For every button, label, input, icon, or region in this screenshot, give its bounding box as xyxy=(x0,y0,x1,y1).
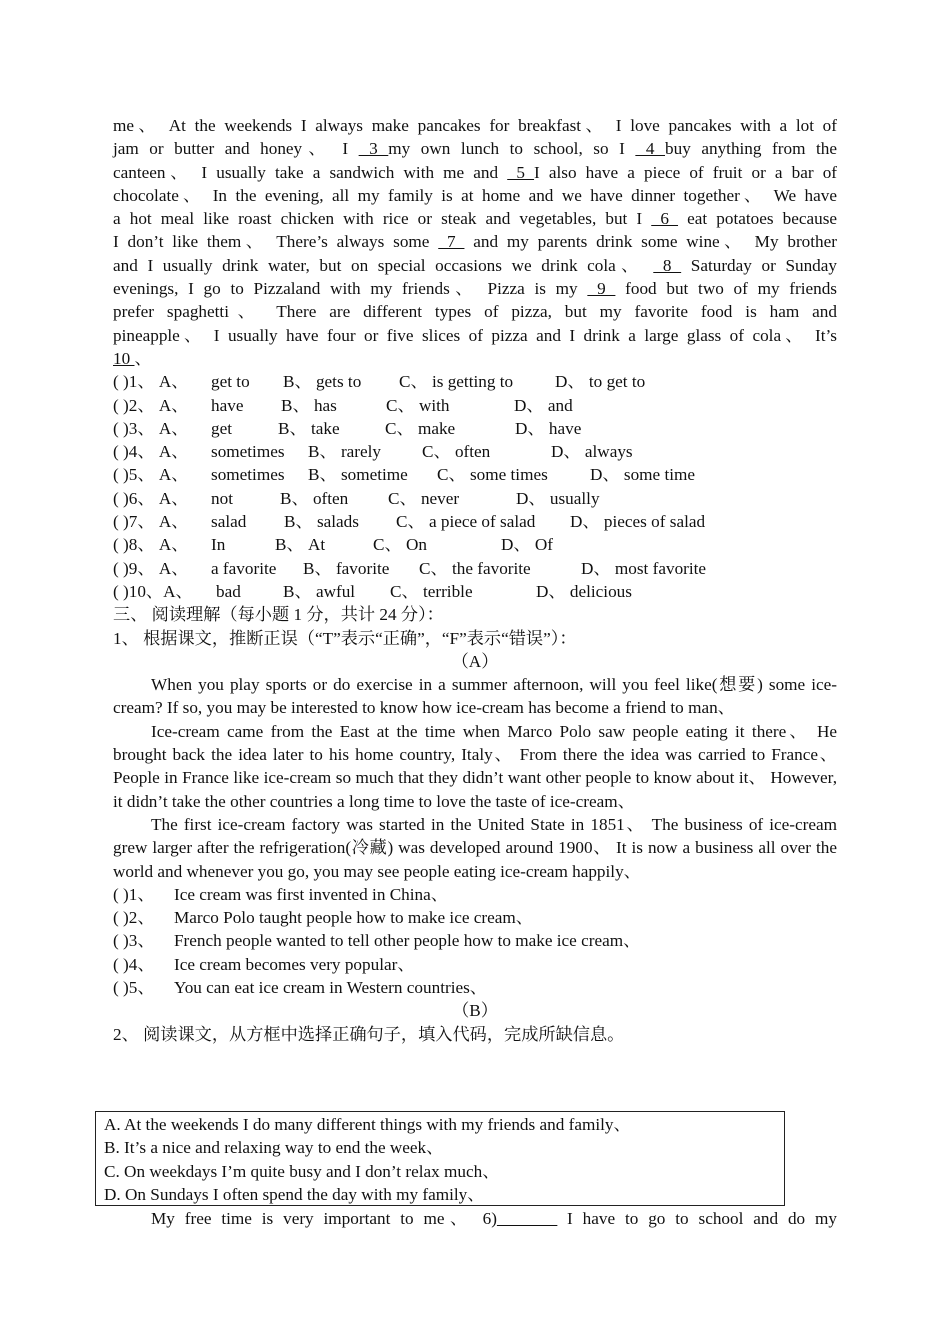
reading-paragraph: Ice-cream came from the East at the time when Marco Polo saw people eating it there、 He brought back the idea later to his home country, Italy、 From there the idea was carried to France、 People in France like ice-cream so much that they didn’t want other people to know about it、 However, it didn’t take the other countries a long time to love the taste of ice-cream、 xyxy=(113,721,837,811)
passage-text: my own lunch to school, so I xyxy=(388,139,636,159)
passage-line xyxy=(113,254,837,277)
passage-label-b: （B） xyxy=(452,1001,498,1021)
option-a: get xyxy=(211,418,232,438)
option-c: C、 with xyxy=(386,395,450,415)
reading-paragraph: When you play sports or do exercise in a summer afternoon, will you feel like(想要) some ice-cream? If so, you may be interested to know how ice-cream has become a friend to man、 xyxy=(113,675,837,718)
blank-5: 5 xyxy=(507,162,535,182)
cloze-passage xyxy=(113,114,837,370)
passage-text: 、 xyxy=(134,348,152,368)
option-b: B、 take xyxy=(278,418,340,438)
option-b: B、 salads xyxy=(284,512,359,532)
passage-text: me、 At the weekends I always make pancakes for breakfast、 I love pancakes with a lot of xyxy=(113,116,837,135)
passage-text: I also have a piece of fruit or a bar of xyxy=(534,162,838,182)
passage-text: jam or butter and honey、 I xyxy=(113,139,359,159)
option-d: D、 have xyxy=(515,418,582,438)
tf-number: ( )3、 xyxy=(113,931,155,951)
passage-text: I don’t like them、 There’s always some xyxy=(113,232,439,252)
passage-text: canteen、 I usually take a sandwich with me and xyxy=(113,162,508,182)
option-d: D、 pieces of salad xyxy=(570,512,706,532)
tf-row xyxy=(113,906,837,929)
question-row xyxy=(113,533,837,556)
passage-text: and I usually drink water, but on special occasions we drink cola、 xyxy=(113,255,654,275)
question-number: ( )10、A、 xyxy=(113,581,193,601)
option-a: have xyxy=(211,395,244,415)
question-row xyxy=(113,370,837,393)
tf-statement: You can eat ice cream in Western countries、 xyxy=(174,977,487,997)
option-a: bad xyxy=(216,581,241,601)
passage-line xyxy=(113,137,837,160)
option-b: B、 has xyxy=(281,395,337,415)
option-b: B、 sometime xyxy=(308,465,408,485)
option-b: B、 awful xyxy=(283,581,356,601)
sentence-option: A. At the weekends I do many different things with my friends and family、 xyxy=(104,1115,631,1134)
option-a: get to xyxy=(211,372,250,392)
option-c: C、 make xyxy=(385,418,456,438)
sentence-option: D. On Sundays I often spend the day with my family、 xyxy=(104,1184,485,1204)
option-a: In xyxy=(211,535,226,555)
option-c: C、 terrible xyxy=(390,581,473,601)
passage-text: Saturday or Sunday xyxy=(681,255,838,275)
option-a: sometimes xyxy=(211,442,285,462)
option-c: C、 On xyxy=(373,535,427,555)
blank-8: 8 xyxy=(653,255,682,275)
option-b: B、 gets to xyxy=(283,372,362,392)
question-number: ( )4、 A、 xyxy=(113,442,189,462)
question-number: ( )5、 A、 xyxy=(113,465,189,485)
tf-statement: Ice cream becomes very popular、 xyxy=(174,954,415,974)
passage-text: My free time is very important to me、 6) xyxy=(151,1209,498,1228)
section-heading: 三、 阅读理解（每小题 1 分，共计 24 分）： xyxy=(113,605,444,625)
question-number: ( )7、 A、 xyxy=(113,512,189,532)
tf-number: ( )2、 xyxy=(113,908,155,928)
passage-line xyxy=(113,207,837,230)
question-row xyxy=(113,440,837,463)
tf-statement: French people wanted to tell other people how to make ice cream、 xyxy=(174,931,641,951)
tf-row xyxy=(113,976,837,999)
passage-line xyxy=(113,184,837,207)
option-a: sometimes xyxy=(211,465,285,485)
option-a: a favorite xyxy=(211,558,277,578)
passage-text: chocolate、 In the evening, all my family is at home and we have dinner together、 We have xyxy=(113,185,837,205)
blank-6: 6 xyxy=(651,209,679,229)
question-number: ( )1、 A、 xyxy=(113,372,189,392)
passage-line xyxy=(113,324,837,347)
tf-number: ( )1、 xyxy=(113,884,155,904)
question-row xyxy=(113,557,837,580)
passage-b-start xyxy=(113,1207,837,1230)
blank-3: 3 xyxy=(358,139,389,159)
sentence-option: C. On weekdays I’m quite busy and I don’t relax much、 xyxy=(104,1161,500,1181)
passage-text: buy anything from the xyxy=(665,139,837,159)
option-a: salad xyxy=(211,512,247,532)
blank-7: 7 xyxy=(438,232,465,252)
passage-text: I have to go to school and do my xyxy=(557,1209,837,1228)
question-list xyxy=(113,370,837,603)
option-d: D、 usually xyxy=(516,488,600,508)
option-d: D、 to get to xyxy=(555,372,646,392)
question-number: ( )9、 A、 xyxy=(113,558,189,578)
question-number: ( )8、 A、 xyxy=(113,535,189,555)
question-row xyxy=(113,510,837,533)
question-row xyxy=(113,580,837,603)
option-c: C、 the favorite xyxy=(419,558,531,578)
tf-statement: Marco Polo taught people how to make ice cream、 xyxy=(174,908,533,928)
sentence-options-box xyxy=(95,1111,785,1206)
option-c: C、 often xyxy=(422,442,491,462)
passage-line xyxy=(113,347,837,370)
subsection-instruction: 2、 阅读课文，从方框中选择正确句子，填入代码，完成所缺信息。 xyxy=(113,1024,625,1044)
question-row xyxy=(113,487,837,510)
option-c: C、 a piece of salad xyxy=(396,512,536,532)
blank-4: 4 xyxy=(635,139,666,159)
question-number: ( )3、 A、 xyxy=(113,418,189,438)
passage-line xyxy=(113,300,837,323)
passage-text: pineapple、 I usually have four or five slices of pizza and I drink a large glass of cola、 It’s xyxy=(113,325,837,345)
option-c: C、 is getting to xyxy=(399,372,514,392)
option-d: D、 delicious xyxy=(536,581,632,601)
question-row xyxy=(113,417,837,440)
tf-statement: Ice cream was first invented in China、 xyxy=(174,884,448,904)
passage-text: prefer spaghetti、 There are different types of pizza, but my favorite food is ham and xyxy=(113,302,837,322)
passage-text: a hot meal like roast chicken with rice or steak and vegetables, but I xyxy=(113,209,652,229)
true-false-list xyxy=(113,883,837,999)
blank-6-answer: _______ xyxy=(497,1209,558,1228)
option-d: D、 most favorite xyxy=(581,558,707,578)
blank-9: 9 xyxy=(587,279,616,299)
option-c: C、 never xyxy=(388,488,460,508)
subsection-instruction: 1、 根据课文，推断正误（“T”表示“正确”，“F”表示“错误”）： xyxy=(113,628,577,648)
option-b: B、 favorite xyxy=(303,558,390,578)
passage-line xyxy=(113,230,837,253)
passage-text: eat potatoes because xyxy=(678,209,838,229)
tf-row xyxy=(113,929,837,952)
question-number: ( )6、 A、 xyxy=(113,488,189,508)
reading-paragraph: The first ice-cream factory was started in the United State in 1851、 The business of ice-cream grew larger after the refrigeration(冷藏) was developed around 1900、 It is now a business all over the world and whenever you go, you may see people eating ice-cream happily、 xyxy=(113,814,837,881)
question-row xyxy=(113,394,837,417)
option-d: D、 always xyxy=(551,442,633,462)
option-c: C、 some times xyxy=(437,465,548,485)
question-number: ( )2、 A、 xyxy=(113,395,189,415)
option-d: D、 Of xyxy=(501,535,554,555)
passage-line xyxy=(113,161,837,184)
passage-text: evenings, I go to Pizzaland with my friends、 Pizza is my xyxy=(113,279,588,299)
document-page xyxy=(113,114,837,1046)
passage-line xyxy=(113,277,837,300)
option-b: B、 At xyxy=(275,535,326,555)
sentence-option: B. It’s a nice and relaxing way to end the week、 xyxy=(104,1138,444,1158)
passage-line xyxy=(113,114,837,137)
option-b: B、 often xyxy=(280,488,349,508)
tf-row xyxy=(113,883,837,906)
passage-label-a: （A） xyxy=(451,651,499,671)
tf-number: ( )4、 xyxy=(113,954,155,974)
option-d: D、 and xyxy=(514,395,573,415)
blank-10: 10 xyxy=(113,348,135,368)
option-a: not xyxy=(211,488,233,508)
tf-number: ( )5、 xyxy=(113,977,155,997)
passage-text: food but two of my friends xyxy=(615,279,837,299)
tf-row xyxy=(113,953,837,976)
passage-text: and my parents drink some wine、 My brother xyxy=(464,232,838,252)
option-d: D、 some time xyxy=(590,465,696,485)
option-b: B、 rarely xyxy=(308,442,382,462)
question-row xyxy=(113,463,837,486)
